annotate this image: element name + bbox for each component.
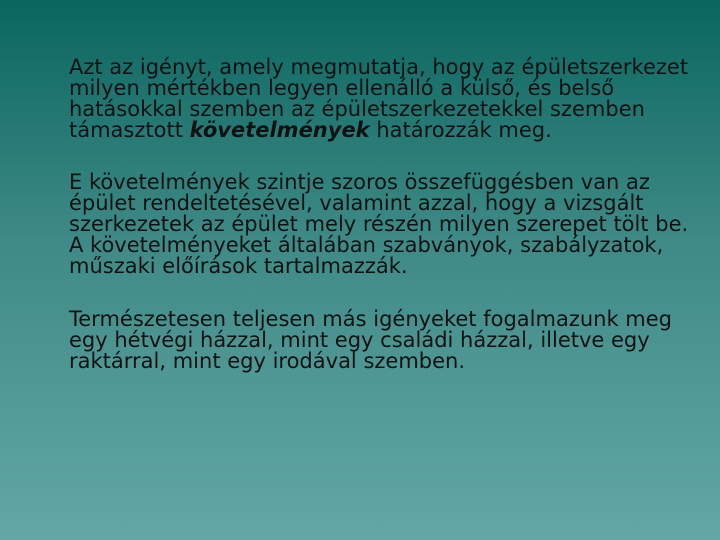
paragraph-requirements-definition: [69, 57, 689, 141]
paragraph-building-types: Természetesen teljesen más igényeket fogalmazunk meg egy hétvégi házzal, mint egy családi házzal, illetve egy raktárral, mint egy irodával szemben.: [69, 307, 673, 373]
paragraph-text: határozzák meg.: [369, 118, 552, 142]
slide-text-body: [69, 57, 689, 372]
paragraph-text: Azt az igényt, amely megmutatja, hogy az épületszerkezet milyen mértékben legyen ellenálló a külső, és belső hatásokkal szemben az épületszerkezetekkel szemben támasztott: [69, 55, 689, 142]
paragraph-requirement-level: E követelmények szintje szoros összefüggésben van az épület rendeltetésével, valamint azzal, hogy a vizsgált szerkezetek az épület mely részén milyen szerepet tölt be.: [69, 170, 689, 236]
paragraph-standards: A követelményeket általában szabványok, szabályzatok, műszaki előírások tartalmazzák.: [69, 233, 664, 278]
emphasized-term: követelmények: [189, 118, 370, 142]
